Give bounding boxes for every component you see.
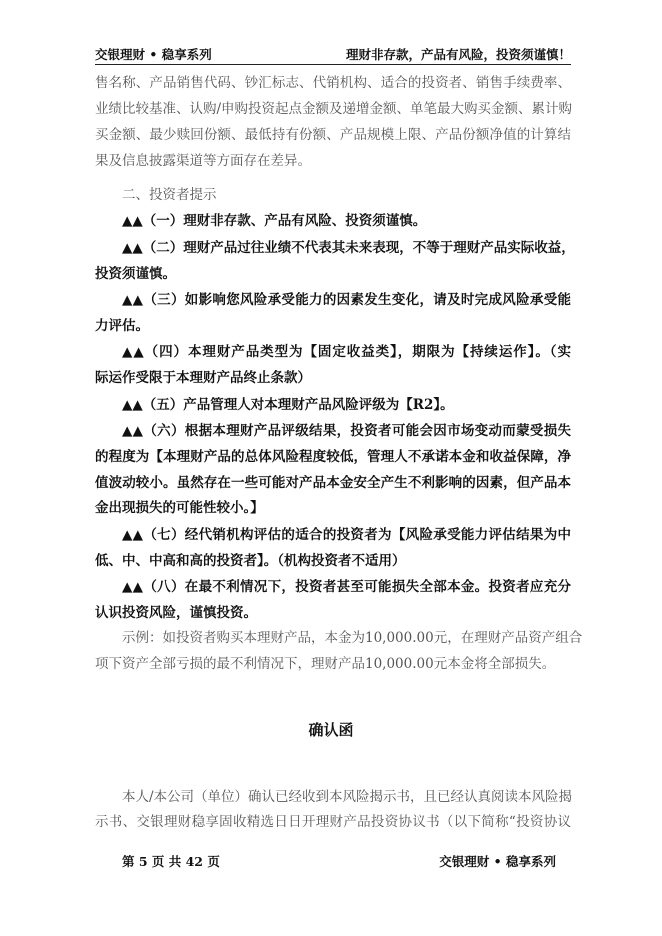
tip-2: ▲▲（二）理财产品过往业绩不代表其未来表现，不等于理财产品实际收益， [122,240,575,256]
tip-3: ▲▲（三）如影响您风险承受能力的因素发生变化，请及时完成风险承受能 [122,292,571,308]
tip-8: ▲▲（八）在最不利情况下，投资者甚至可能损失全部本金。投资者应充分 [122,579,571,595]
tip-5: ▲▲（五）产品管理人对本理财产品风险评级为【R2】。 [122,397,454,413]
confirmation-line: 示书、交银理财稳享固收精选日日开理财产品投资协议书（以下简称“投资协议 [95,814,571,830]
tip-1: ▲▲（一）理财非存款、产品有风险、投资须谨慎。 [122,213,427,229]
tip-3-cont: 力评估。 [95,318,149,334]
header-divider [95,64,571,65]
tip-8-cont: 认识投资风险，谨慎投资。 [95,605,257,621]
tip-6: ▲▲（六）根据本理财产品评级结果，投资者可能会因市场变动而蒙受损失 [122,423,571,439]
example-line: 项下资产全部亏损的最不利情况下，理财产品10,000.00元本金将全部损失。 [95,656,556,672]
page-number: 第 5 页 共 42 页 [122,854,220,869]
footer-series: 交银理财 • 稳享系列 [439,854,556,869]
section-heading: 二、投资者提示 [122,187,217,203]
tip-7: ▲▲（七）经代销机构评估的适合的投资者为【风险承受能力评估结果为中 [122,527,571,543]
tip-6-cont: 的程度为【本理财产品的总体风险程度较低，管理人不承诺本金和收益保障，净 [95,449,571,465]
example-line: 示例：如投资者购买本理财产品，本金为10,000.00元，在理财产品资产组合 [122,630,583,646]
confirmation-line: 本人/本公司（单位）确认已经收到本风险揭示书，且已经认真阅读本风险揭 [122,789,573,805]
body-line: 售名称、产品销售代码、钞汇标志、代销机构、适合的投资者、销售手续费率、 [95,75,571,91]
body-line: 业绩比较基准、认购/申购投资起点金额及递增金额、单笔最大购买金额、累计购 [95,101,573,117]
tip-6-cont: 值波动较小。虽然存在一些可能对产品本金安全产生不利影响的因素，但产品本 [95,475,571,491]
header-series: 交银理财 • 稳享系列 [95,47,212,62]
tip-6-cont: 金出现损失的可能性较小。】 [95,500,264,516]
body-line: 果及信息披露渠道等方面存在差异。 [95,153,311,169]
body-line: 买金额、最少赎回份额、最低持有份额、产品规模上限、产品份额净值的计算结 [95,127,571,143]
tip-4: ▲▲（四）本理财产品类型为【固定收益类】，期限为【持续运作】。（实 [122,344,571,360]
tip-2-cont: 投资须谨慎。 [95,266,176,282]
header-warning: 理财非存款，产品有风险，投资须谨慎！ [345,47,571,62]
tip-4-cont: 际运作受限于本理财产品终止条款） [95,370,311,386]
confirmation-title: 确认函 [308,721,354,739]
tip-7-cont: 低、中、中高和高的投资者】。（机构投资者不适用） [95,553,406,569]
